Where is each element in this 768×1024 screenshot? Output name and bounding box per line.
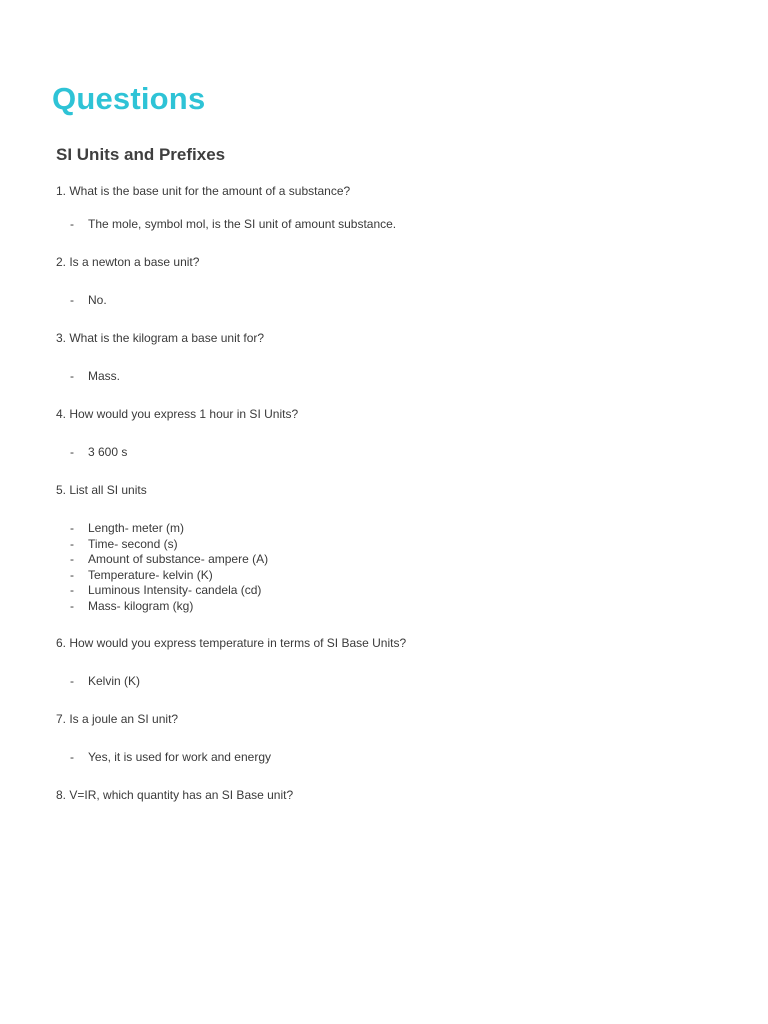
answer-item: - Mass. bbox=[70, 369, 121, 383]
section-heading: SI Units and Prefixes bbox=[56, 145, 226, 164]
answer-item: - No. bbox=[70, 293, 107, 307]
answer-item: - Temperature- kelvin (K) bbox=[70, 567, 213, 582]
answer-item: - The mole, symbol mol, is the SI unit of amount substance. bbox=[70, 217, 397, 231]
bullet-dash: - bbox=[70, 750, 74, 764]
question-7: 7. Is a joule an SI unit? bbox=[56, 712, 179, 726]
question-5: 5. List all SI units bbox=[56, 483, 147, 497]
answer-list-7 bbox=[70, 750, 271, 766]
question-8: 8. V=IR, which quantity has an SI Base unit? bbox=[56, 788, 294, 802]
answer-item: - 3 600 s bbox=[70, 445, 128, 459]
bullet-dash: - bbox=[70, 536, 74, 551]
bullet-dash: - bbox=[70, 217, 74, 231]
bullet-dash: - bbox=[70, 369, 74, 383]
answer-list-5 bbox=[70, 521, 268, 614]
answer-item: - Kelvin (K) bbox=[70, 674, 141, 688]
answer-item: - Yes, it is used for work and energy bbox=[70, 750, 271, 764]
bullet-dash: - bbox=[70, 583, 74, 597]
answer-item: - Amount of substance- ampere (A) bbox=[70, 552, 269, 566]
question-6: 6. How would you express temperature in terms of SI Base Units? bbox=[56, 636, 407, 650]
question-4: 4. How would you express 1 hour in SI Units? bbox=[56, 407, 299, 421]
bullet-dash: - bbox=[70, 521, 74, 535]
page-title: Questions bbox=[52, 81, 206, 116]
question-2: 2. Is a newton a base unit? bbox=[56, 255, 200, 269]
answer-item: - Length- meter (m) bbox=[70, 521, 185, 535]
question-1: 1. What is the base unit for the amount of a substance? bbox=[56, 184, 351, 198]
bullet-dash: - bbox=[70, 567, 74, 582]
bullet-dash: - bbox=[70, 598, 74, 613]
answer-item: - Time- second (s) bbox=[70, 536, 178, 551]
answer-list-1 bbox=[70, 217, 396, 233]
question-3: 3. What is the kilogram a base unit for? bbox=[56, 331, 265, 345]
bullet-dash: - bbox=[70, 293, 74, 307]
answer-list-2 bbox=[70, 293, 107, 309]
bullet-dash: - bbox=[70, 445, 74, 459]
answer-list-6 bbox=[70, 674, 140, 690]
answer-list-3 bbox=[70, 369, 120, 385]
answer-item: - Mass- kilogram (kg) bbox=[70, 598, 194, 613]
bullet-dash: - bbox=[70, 552, 74, 566]
answer-item: - Luminous Intensity- candela (cd) bbox=[70, 583, 262, 597]
bullet-dash: - bbox=[70, 674, 74, 688]
answer-list-4 bbox=[70, 445, 127, 461]
